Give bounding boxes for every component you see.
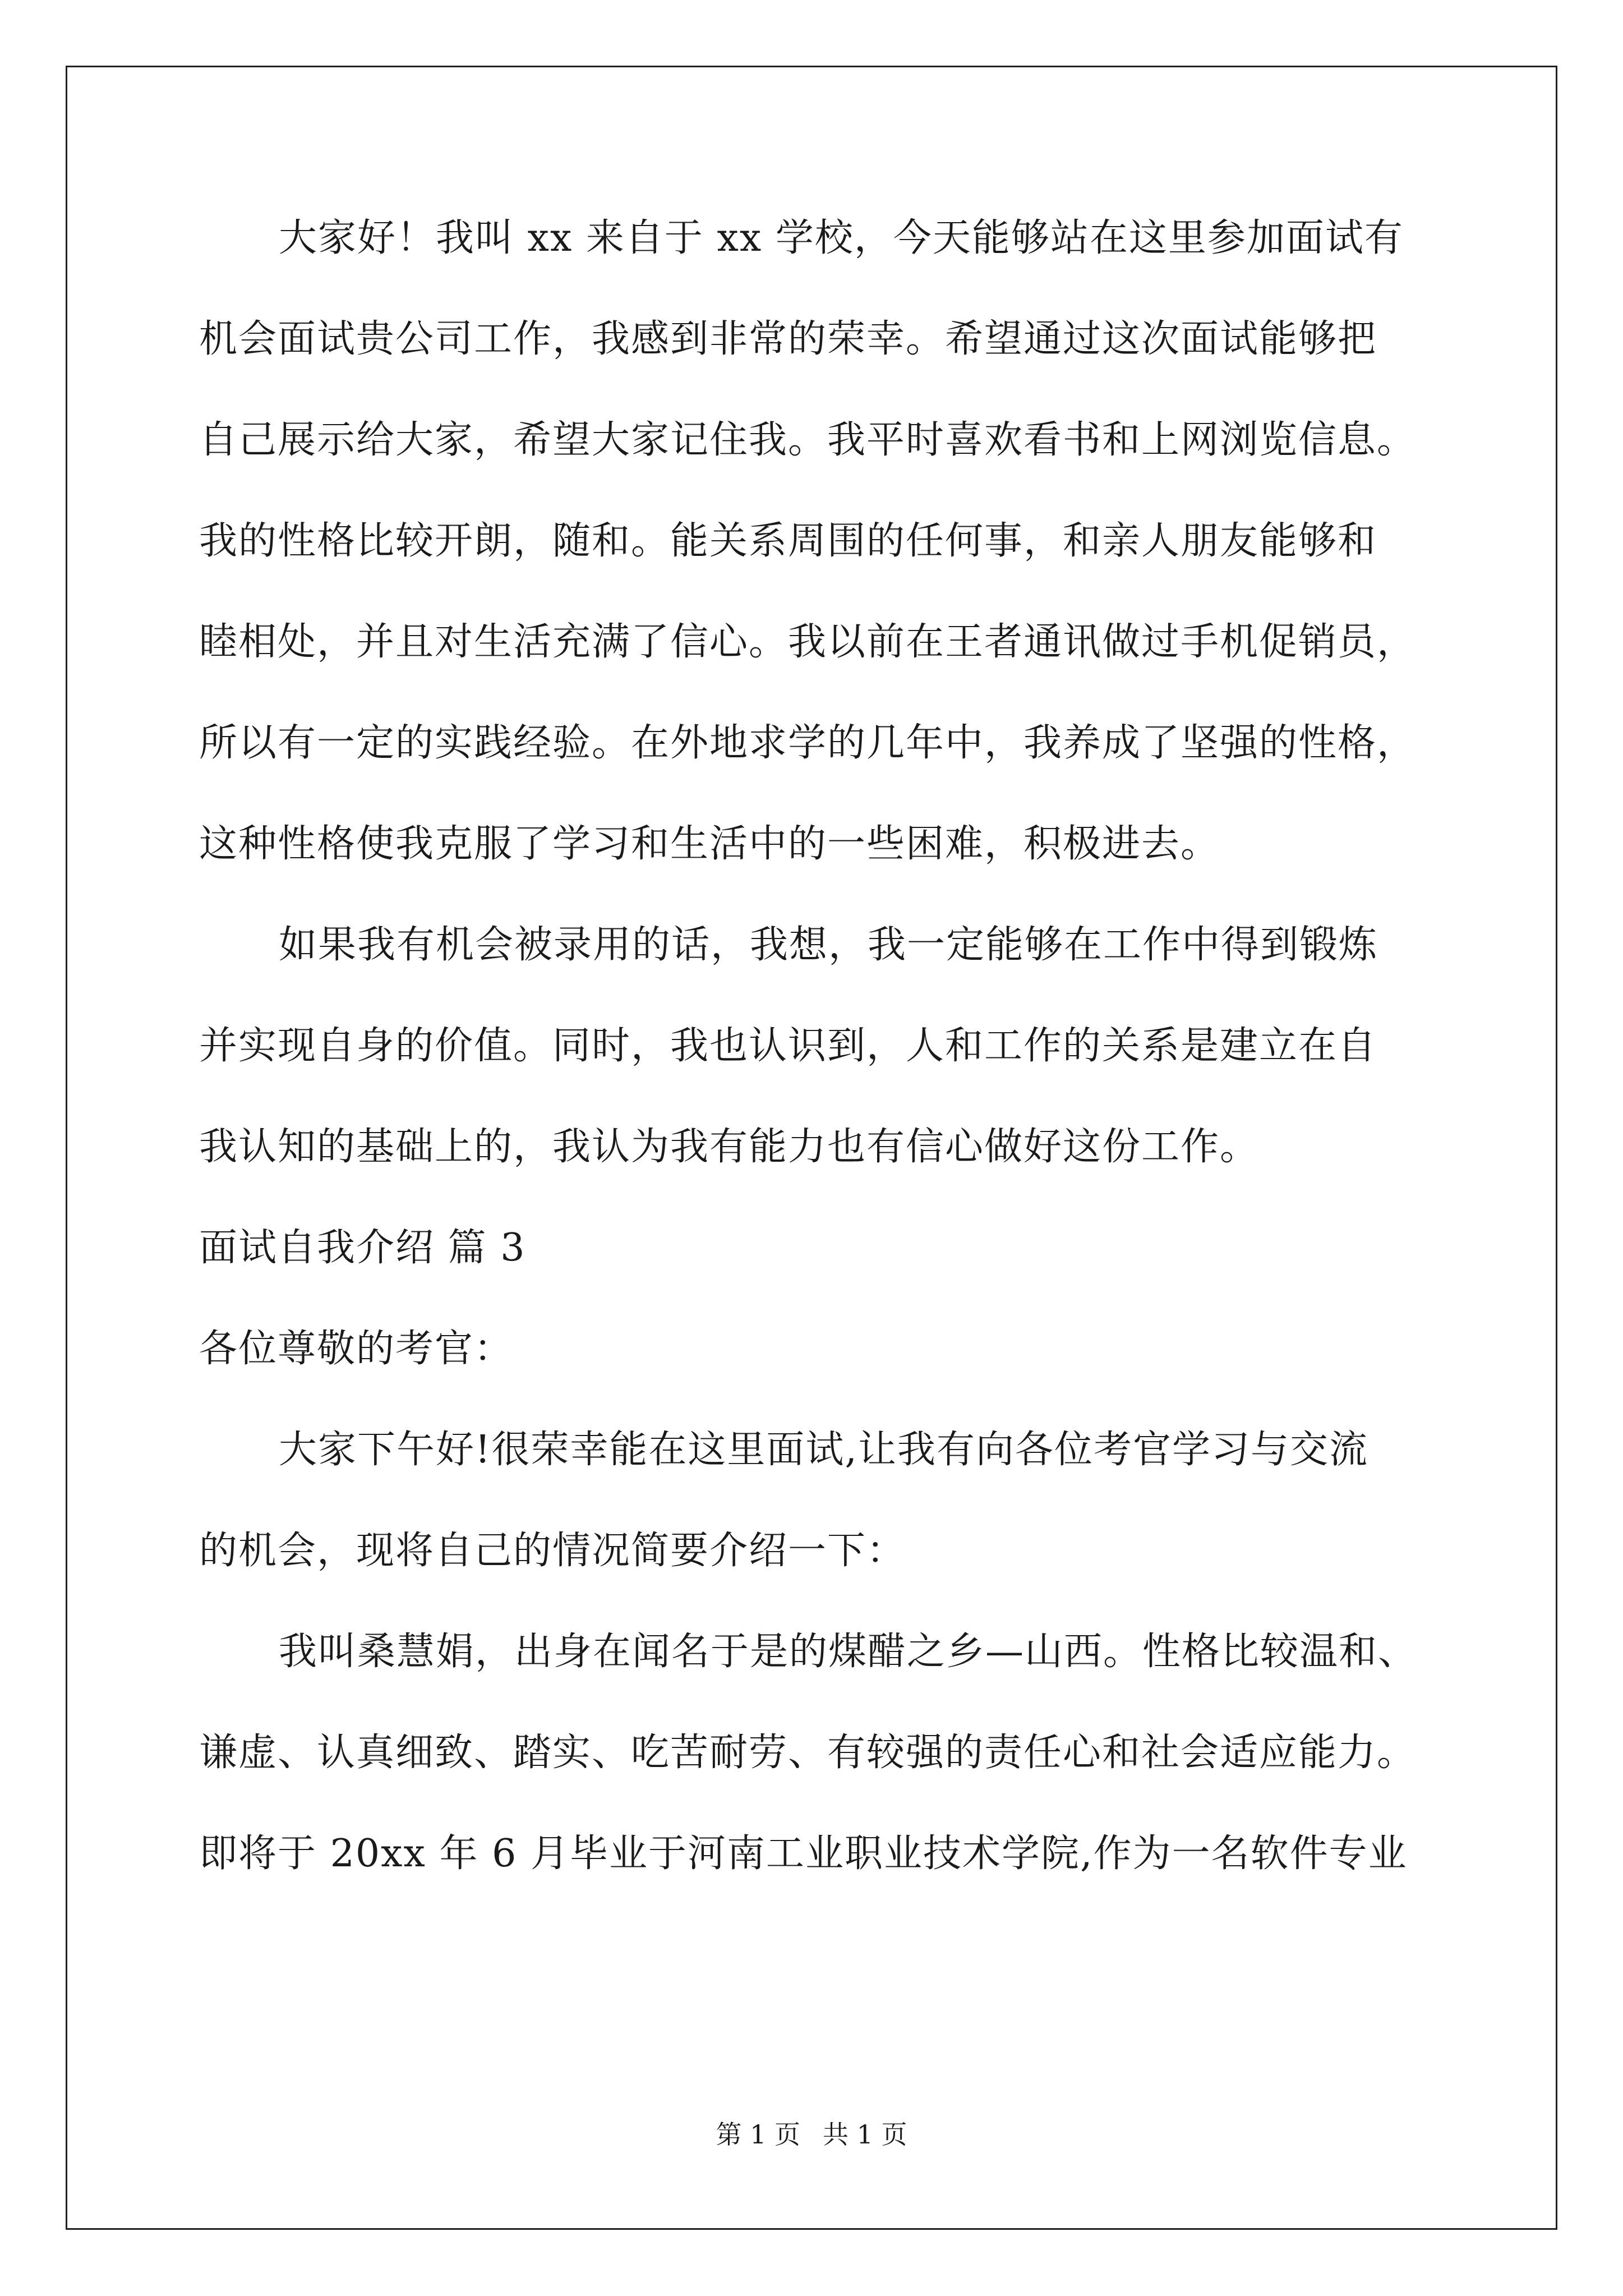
paragraph-2-line-1: 如果我有机会被录用的话，我想，我一定能够在工作中得到锻炼: [279, 923, 1378, 967]
paragraph-1-line-6: 所以有一定的实践经验。在外地求学的几年中，我养成了坚强的性格，: [199, 721, 1417, 765]
paragraph-1-line-7: 这种性格使我克服了学习和生活中的一些困难，积极进去。: [199, 822, 1220, 866]
paragraph-1-line-3: 自己展示给大家，希望大家记住我。我平时喜欢看书和上网浏览信息。: [199, 418, 1417, 462]
paragraph-4-line-1: 我叫桑慧娟，出身在闻名于是的煤醋之乡—山西。性格比较温和、: [279, 1630, 1418, 1674]
paragraph-2-line-2: 并实现自身的价值。同时，我也认识到，人和工作的关系是建立在自: [199, 1024, 1377, 1068]
paragraph-3-line-2: 的机会，现将自己的情况简要介绍一下：: [199, 1529, 906, 1573]
page-footer: [0, 2118, 1623, 2151]
page-total: 共 1 页: [823, 2119, 907, 2150]
section-heading: 面试自我介绍 篇 3: [199, 1226, 526, 1270]
paragraph-1-line-5: 睦相处，并且对生活充满了信心。我以前在王者通讯做过手机促销员，: [199, 620, 1417, 664]
page-number: 第 1 页: [716, 2119, 800, 2150]
paragraph-4-line-2: 谦虚、认真细致、踏实、吃苦耐劳、有较强的责任心和社会适应能力。: [199, 1731, 1417, 1775]
salutation: 各位尊敬的考官：: [199, 1327, 514, 1371]
paragraph-3-line-1: 大家下午好!很荣幸能在这里面试,让我有向各位考官学习与交流: [279, 1428, 1368, 1472]
paragraph-2-line-3: 我认知的基础上的，我认为我有能力也有信心做好这份工作。: [199, 1125, 1260, 1169]
paragraph-1-line-1: 大家好！我叫 xx 来自于 xx 学校，今天能够站在这里参加面试有: [279, 216, 1404, 260]
paragraph-4-line-3: 即将于 20xx 年 6 月毕业于河南工业职业技术学院,作为一名软件专业: [199, 1832, 1408, 1876]
paragraph-1-line-4: 我的性格比较开朗，随和。能关系周围的任何事，和亲人朋友能够和: [199, 519, 1377, 563]
paragraph-1-line-2: 机会面试贵公司工作，我感到非常的荣幸。希望通过这次面试能够把: [199, 317, 1377, 361]
